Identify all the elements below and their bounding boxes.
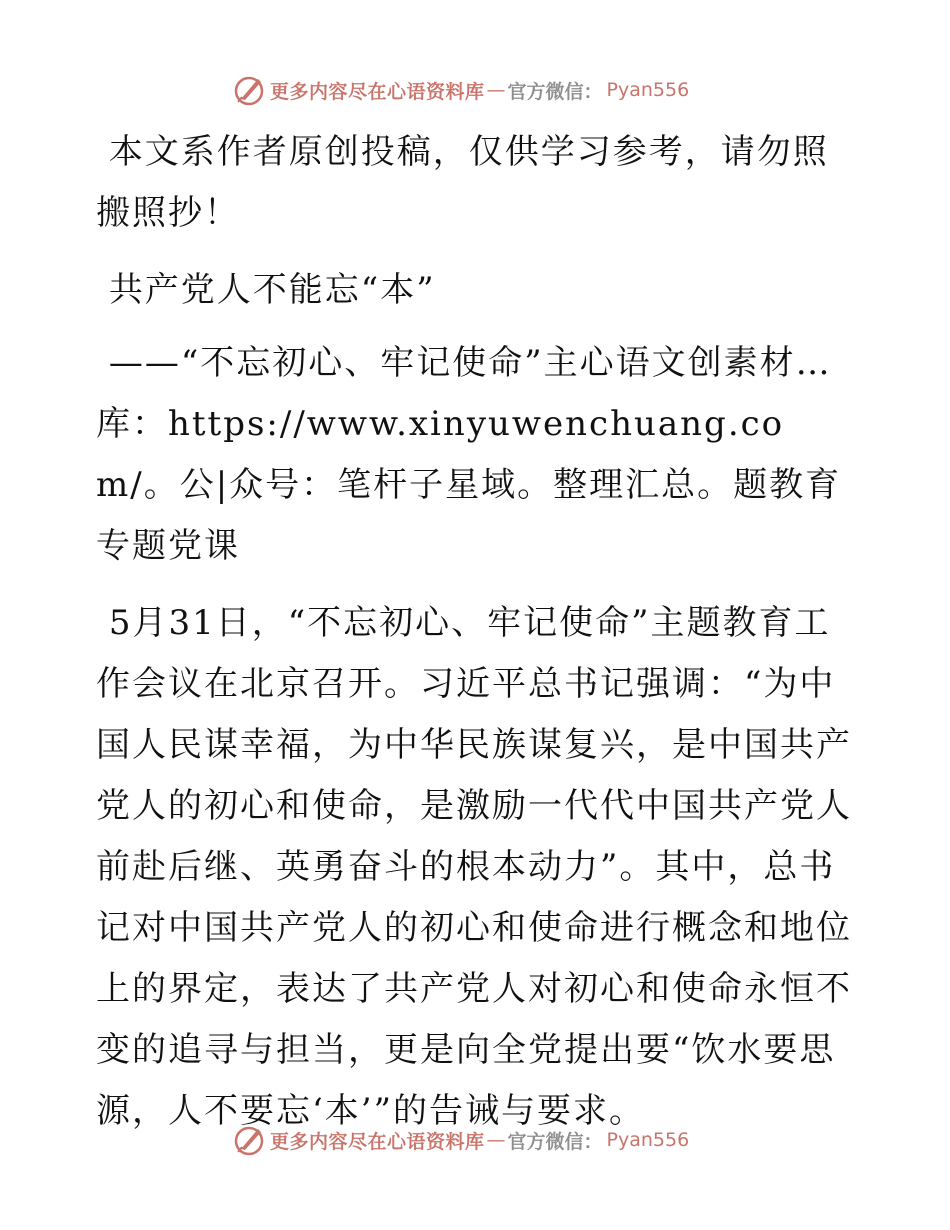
watermark-wechat-label: 官方微信： — [507, 80, 603, 103]
watermark-site-text: 更多内容尽在心语资料库 — [270, 1130, 485, 1153]
watermark-dash: — — [486, 1129, 506, 1151]
header-watermark — [232, 70, 752, 110]
document-body — [96, 122, 856, 1142]
watermark-wechat-label: 官方微信： — [507, 1130, 603, 1153]
quill-logo-icon — [232, 1123, 266, 1157]
footer-watermark — [232, 1120, 752, 1160]
watermark-wechat-id: Pyan556 — [606, 79, 690, 101]
article-title: 共产党人不能忘“本” — [96, 270, 436, 310]
article-subtitle: ——“不忘初心、牢记使命”主心语文创素材…库：https://www.xinyuwenchuang.com/。公|众号：笔杆子星域。整理汇总。题教育专题党课 — [96, 343, 842, 566]
watermark-dash: — — [486, 79, 506, 101]
disclaimer-paragraph: 本文系作者原创投稿，仅供学习参考，请勿照搬照抄！ — [96, 132, 829, 233]
watermark-site-text: 更多内容尽在心语资料库 — [270, 80, 485, 103]
watermark-wechat-id: Pyan556 — [606, 1129, 690, 1151]
body-paragraph: 5月31日，“不忘初心、牢记使命”主题教育工作会议在北京召开。习近平总书记强调：“为中国人民谋幸福，为中华民族谋复兴，是中国共产党人的初心和使命，是激励一代代中国共产党人前赴后继、英勇奋斗的根本动力”。其中，总书记对中国共产党人的初心和使命进行概念和地位上的界定，表达了共产党人对初心和使命永恒不变的追寻与担当，更是向全党提出要“饮水要思源，人不要忘‘本’”的告诫与要求。 — [96, 603, 852, 1131]
quill-logo-icon — [232, 73, 266, 107]
